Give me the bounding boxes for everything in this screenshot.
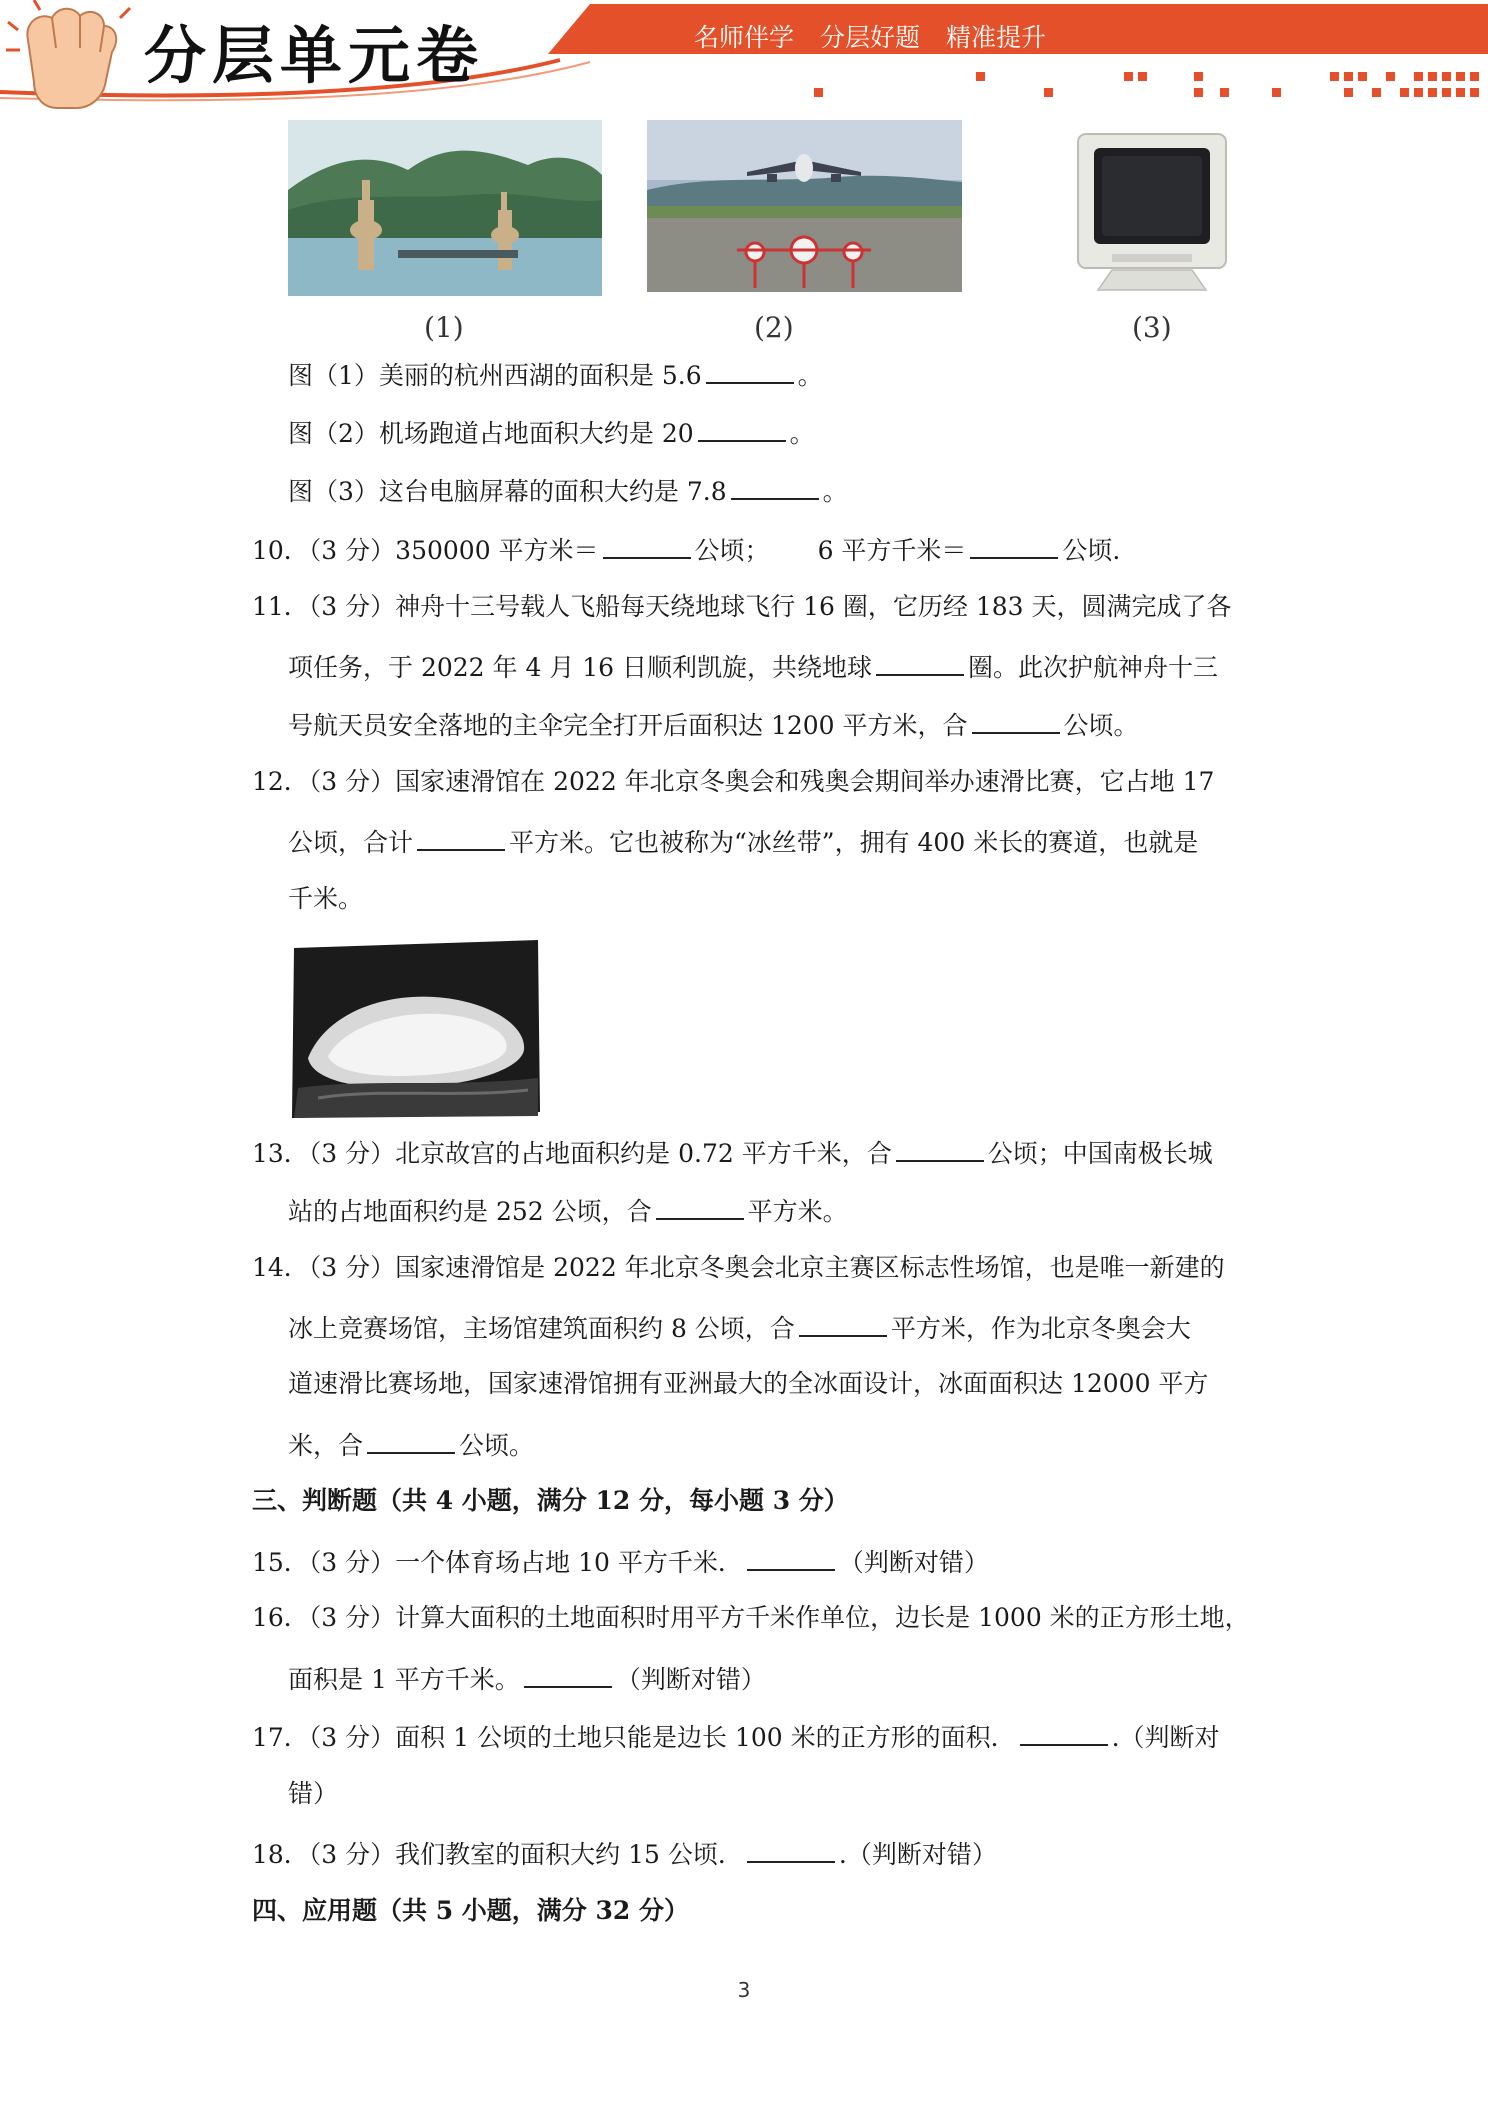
question-13-line-2: 站的占地面积约是 252 公顷，合 平方米。 xyxy=(288,1194,848,1227)
brand-title: 分层单元卷 xyxy=(144,19,485,92)
page-number: 3 xyxy=(737,1978,751,2002)
figure-speed-skating-oval xyxy=(288,938,544,1120)
question-12-line-1: 12．（3 分）国家速滑馆在 2022 年北京冬奥会和残奥会期间举办速滑比赛，它占地 17 xyxy=(252,767,1215,796)
question-12-line-3: 千米。 xyxy=(288,884,364,913)
question-14-line-1: 14．（3 分）国家速滑馆是 2022 年北京冬奥会北京主赛区标志性场馆，也是唯一新建的 xyxy=(252,1253,1225,1282)
figure-caption-2: (2) xyxy=(754,311,794,344)
figure-crt-monitor xyxy=(1072,130,1232,296)
answer-blank xyxy=(731,474,819,500)
answer-blank xyxy=(656,1194,744,1220)
figure-west-lake xyxy=(288,120,602,296)
answer-blank xyxy=(876,650,964,676)
page-header xyxy=(0,0,1488,118)
answer-blank xyxy=(747,1837,835,1863)
slogan-2: 分层好题 xyxy=(820,23,921,52)
question-17-line-1: 17．（3 分）面积 1 公顷的土地只能是边长 100 米的正方形的面积． .（判断对 xyxy=(252,1720,1220,1753)
answer-blank xyxy=(367,1428,455,1454)
question-11-line-3: 号航天员安全落地的主伞完全打开后面积达 1200 平方米，合 公顷。 xyxy=(288,708,1139,741)
answer-blank xyxy=(417,825,505,851)
fig2-question: 图（2）机场跑道占地面积大约是 20 。 xyxy=(288,416,815,449)
question-16-line-2: 面积是 1 平方千米。 （判断对错） xyxy=(288,1662,766,1695)
question-15: 15．（3 分）一个体育场占地 10 平方千米． （判断对错） xyxy=(252,1545,989,1578)
figure-caption-3: (3) xyxy=(1132,311,1172,344)
question-13-line-1: 13．（3 分）北京故宫的占地面积约是 0.72 平方千米，合 公顷；中国南极长城 xyxy=(252,1136,1213,1169)
answer-blank xyxy=(970,533,1058,559)
question-18: 18．（3 分）我们教室的面积大约 15 公顷． .（判断对错） xyxy=(252,1837,997,1870)
answer-blank xyxy=(1020,1720,1108,1746)
answer-blank xyxy=(524,1662,612,1688)
answer-blank xyxy=(747,1545,835,1571)
answer-blank xyxy=(698,416,786,442)
question-14-line-4: 米，合 公顷。 xyxy=(288,1428,534,1461)
question-16-line-1: 16．（3 分）计算大面积的土地面积时用平方千米作单位，边长是 1000 米的正方形土地， xyxy=(252,1603,1250,1632)
figure-caption-1: (1) xyxy=(424,311,464,344)
answer-blank xyxy=(896,1136,984,1162)
fig1-question: 图（1）美丽的杭州西湖的面积是 5.6 。 xyxy=(288,358,823,391)
answer-blank xyxy=(603,533,691,559)
question-11-line-2: 项任务，于 2022 年 4 月 16 日顺利凯旋，共绕地球 圈。此次护航神舟十三 xyxy=(288,650,1218,683)
question-12-line-2: 公顷，合计 平方米。它也被称为“冰丝带”，拥有 400 米长的赛道，也就是 xyxy=(288,825,1198,858)
question-10: 10．（3 分）350000 平方米＝ 公顷； 6 平方千米＝ 公顷. xyxy=(252,533,1120,566)
answer-blank xyxy=(972,708,1060,734)
question-11-line-1: 11．（3 分）神舟十三号载人飞船每天绕地球飞行 16 圈，它历经 183 天，圆满完成了各 xyxy=(252,592,1232,621)
section-3-heading: 三、判断题（共 4 小题，满分 12 分，每小题 3 分） xyxy=(252,1486,849,1515)
answer-blank xyxy=(706,358,794,384)
question-14-line-2: 冰上竞赛场馆，主场馆建筑面积约 8 公顷，合 平方米，作为北京冬奥会大 xyxy=(288,1311,1191,1344)
answer-blank xyxy=(799,1311,887,1337)
question-17-line-2: 错） xyxy=(288,1779,339,1808)
slogan-1: 名师伴学 xyxy=(694,23,795,52)
section-4-heading: 四、应用题（共 5 小题，满分 32 分） xyxy=(252,1896,690,1925)
slogan-3: 精准提升 xyxy=(946,23,1047,52)
figure-airport-runway xyxy=(647,120,962,292)
question-14-line-3: 道速滑比赛场地，国家速滑馆拥有亚洲最大的全冰面设计，冰面面积达 12000 平方 xyxy=(288,1369,1209,1398)
fig3-question: 图（3）这台电脑屏幕的面积大约是 7.8 。 xyxy=(288,474,848,507)
